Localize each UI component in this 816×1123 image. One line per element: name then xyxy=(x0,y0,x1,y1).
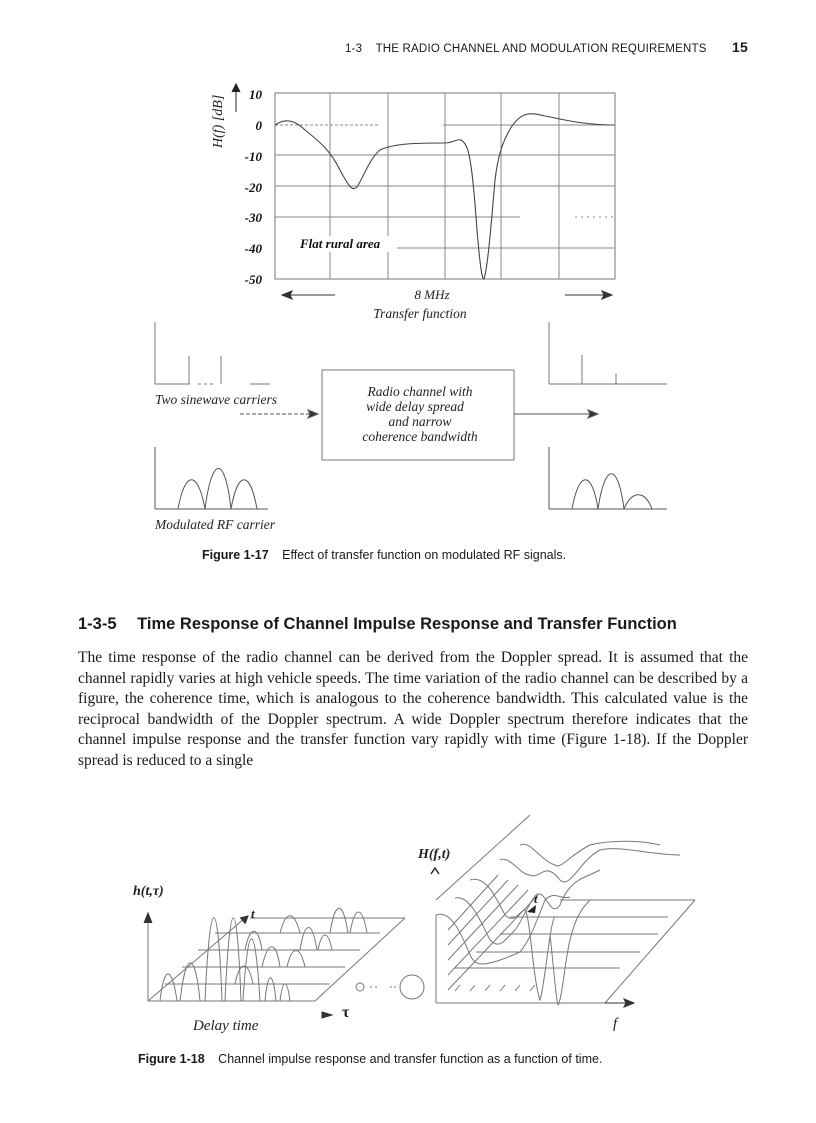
svg-text:and narrow: and narrow xyxy=(388,414,452,429)
svg-text:coherence bandwidth: coherence bandwidth xyxy=(362,429,478,444)
impulse-t-axis-label: t xyxy=(251,906,255,921)
section-heading xyxy=(78,615,677,634)
output-arrow-icon xyxy=(514,410,598,418)
impulse-response-plot xyxy=(144,908,405,1001)
section-title: Time Response of Channel Impulse Response and Transfer Function xyxy=(137,615,677,633)
y-axis-arrow-icon xyxy=(232,84,240,112)
delay-time-label: Delay time xyxy=(193,1018,259,1034)
tau-axis-arrow-icon xyxy=(322,1012,332,1018)
input-arrow-icon xyxy=(240,410,318,418)
input-carriers-spectrum xyxy=(155,322,270,384)
paragraph-text: The time response of the radio channel can be derived from the Doppler spread. It is assumed that the channel rapidly varies at high vehicle speeds. The time variation of the radio channel can be described by a figure, the coherence time, which is analogous to the coherence bandwidth. This calculated value is the reciprocal bandwidth of the Doppler spectrum. A wide Doppler spectrum therefore indicates that the channel impulse response and the transfer function vary rapidly with time (Figure 1-18). If the Doppler spread is reduced to a single xyxy=(78,649,748,769)
output-carriers-spectrum xyxy=(549,322,667,384)
output-modulated-spectrum xyxy=(549,447,667,509)
figure-1-18 xyxy=(0,800,816,1045)
figure-1-17-label: Figure 1-17 xyxy=(202,548,269,562)
tau-axis-label: τ xyxy=(342,1004,350,1021)
radio-channel-box-text xyxy=(362,384,478,444)
y-axis-ticks xyxy=(245,87,263,287)
svg-text:-40: -40 xyxy=(244,241,262,256)
svg-text:-10: -10 xyxy=(244,149,262,164)
input-carriers-label: Two sinewave carriers xyxy=(155,392,277,407)
running-head-title: THE RADIO CHANNEL AND MODULATION REQUIREMENTS xyxy=(375,43,707,55)
plot-xlabel: Transfer function xyxy=(373,306,467,321)
modulated-rf-carrier-label: Modulated RF carrier xyxy=(155,517,275,532)
bandwidth-label: 8 MHz xyxy=(414,287,450,302)
figure-1-17-caption-text: Effect of transfer function on modulated RF signals. xyxy=(282,548,567,562)
body-paragraph xyxy=(78,648,748,771)
figure-1-18-label: Figure 1-18 xyxy=(138,1052,205,1066)
figure-1-18-caption xyxy=(138,1052,602,1066)
page-number: 15 xyxy=(732,39,748,55)
svg-text:-50: -50 xyxy=(244,272,262,287)
svg-text:-30: -30 xyxy=(244,210,262,225)
flat-rural-area-annotation: Flat rural area xyxy=(300,236,381,251)
h-axis-arrow-icon xyxy=(431,868,439,874)
svg-text:0: 0 xyxy=(255,118,262,133)
figure-1-17-caption xyxy=(202,548,566,562)
surface-t-axis-label: t xyxy=(534,891,538,906)
y-axis-label: H(f) [dB] xyxy=(211,94,226,148)
svg-text:-20: -20 xyxy=(244,180,262,195)
svg-text:Radio channel with: Radio channel with xyxy=(367,384,473,399)
f-axis-label: f xyxy=(613,1016,618,1032)
impulse-response-ylabel: h(t,τ) xyxy=(133,884,164,899)
input-modulated-spectrum xyxy=(155,447,268,509)
fourier-transform-symbol xyxy=(356,975,424,999)
svg-text:10: 10 xyxy=(249,87,262,102)
svg-text:wide delay spread: wide delay spread xyxy=(366,399,464,414)
section-number: 1-3-5 xyxy=(78,615,117,633)
hatch-marks xyxy=(455,985,535,991)
f-axis-arrow-icon xyxy=(605,999,634,1007)
transfer-function-ylabel: H(f,t) xyxy=(418,847,451,862)
transfer-function-surface xyxy=(436,815,695,1005)
figure-1-18-caption-text: Channel impulse response and transfer function as a function of time. xyxy=(218,1052,603,1066)
running-head-section: 1-3 xyxy=(344,43,363,55)
